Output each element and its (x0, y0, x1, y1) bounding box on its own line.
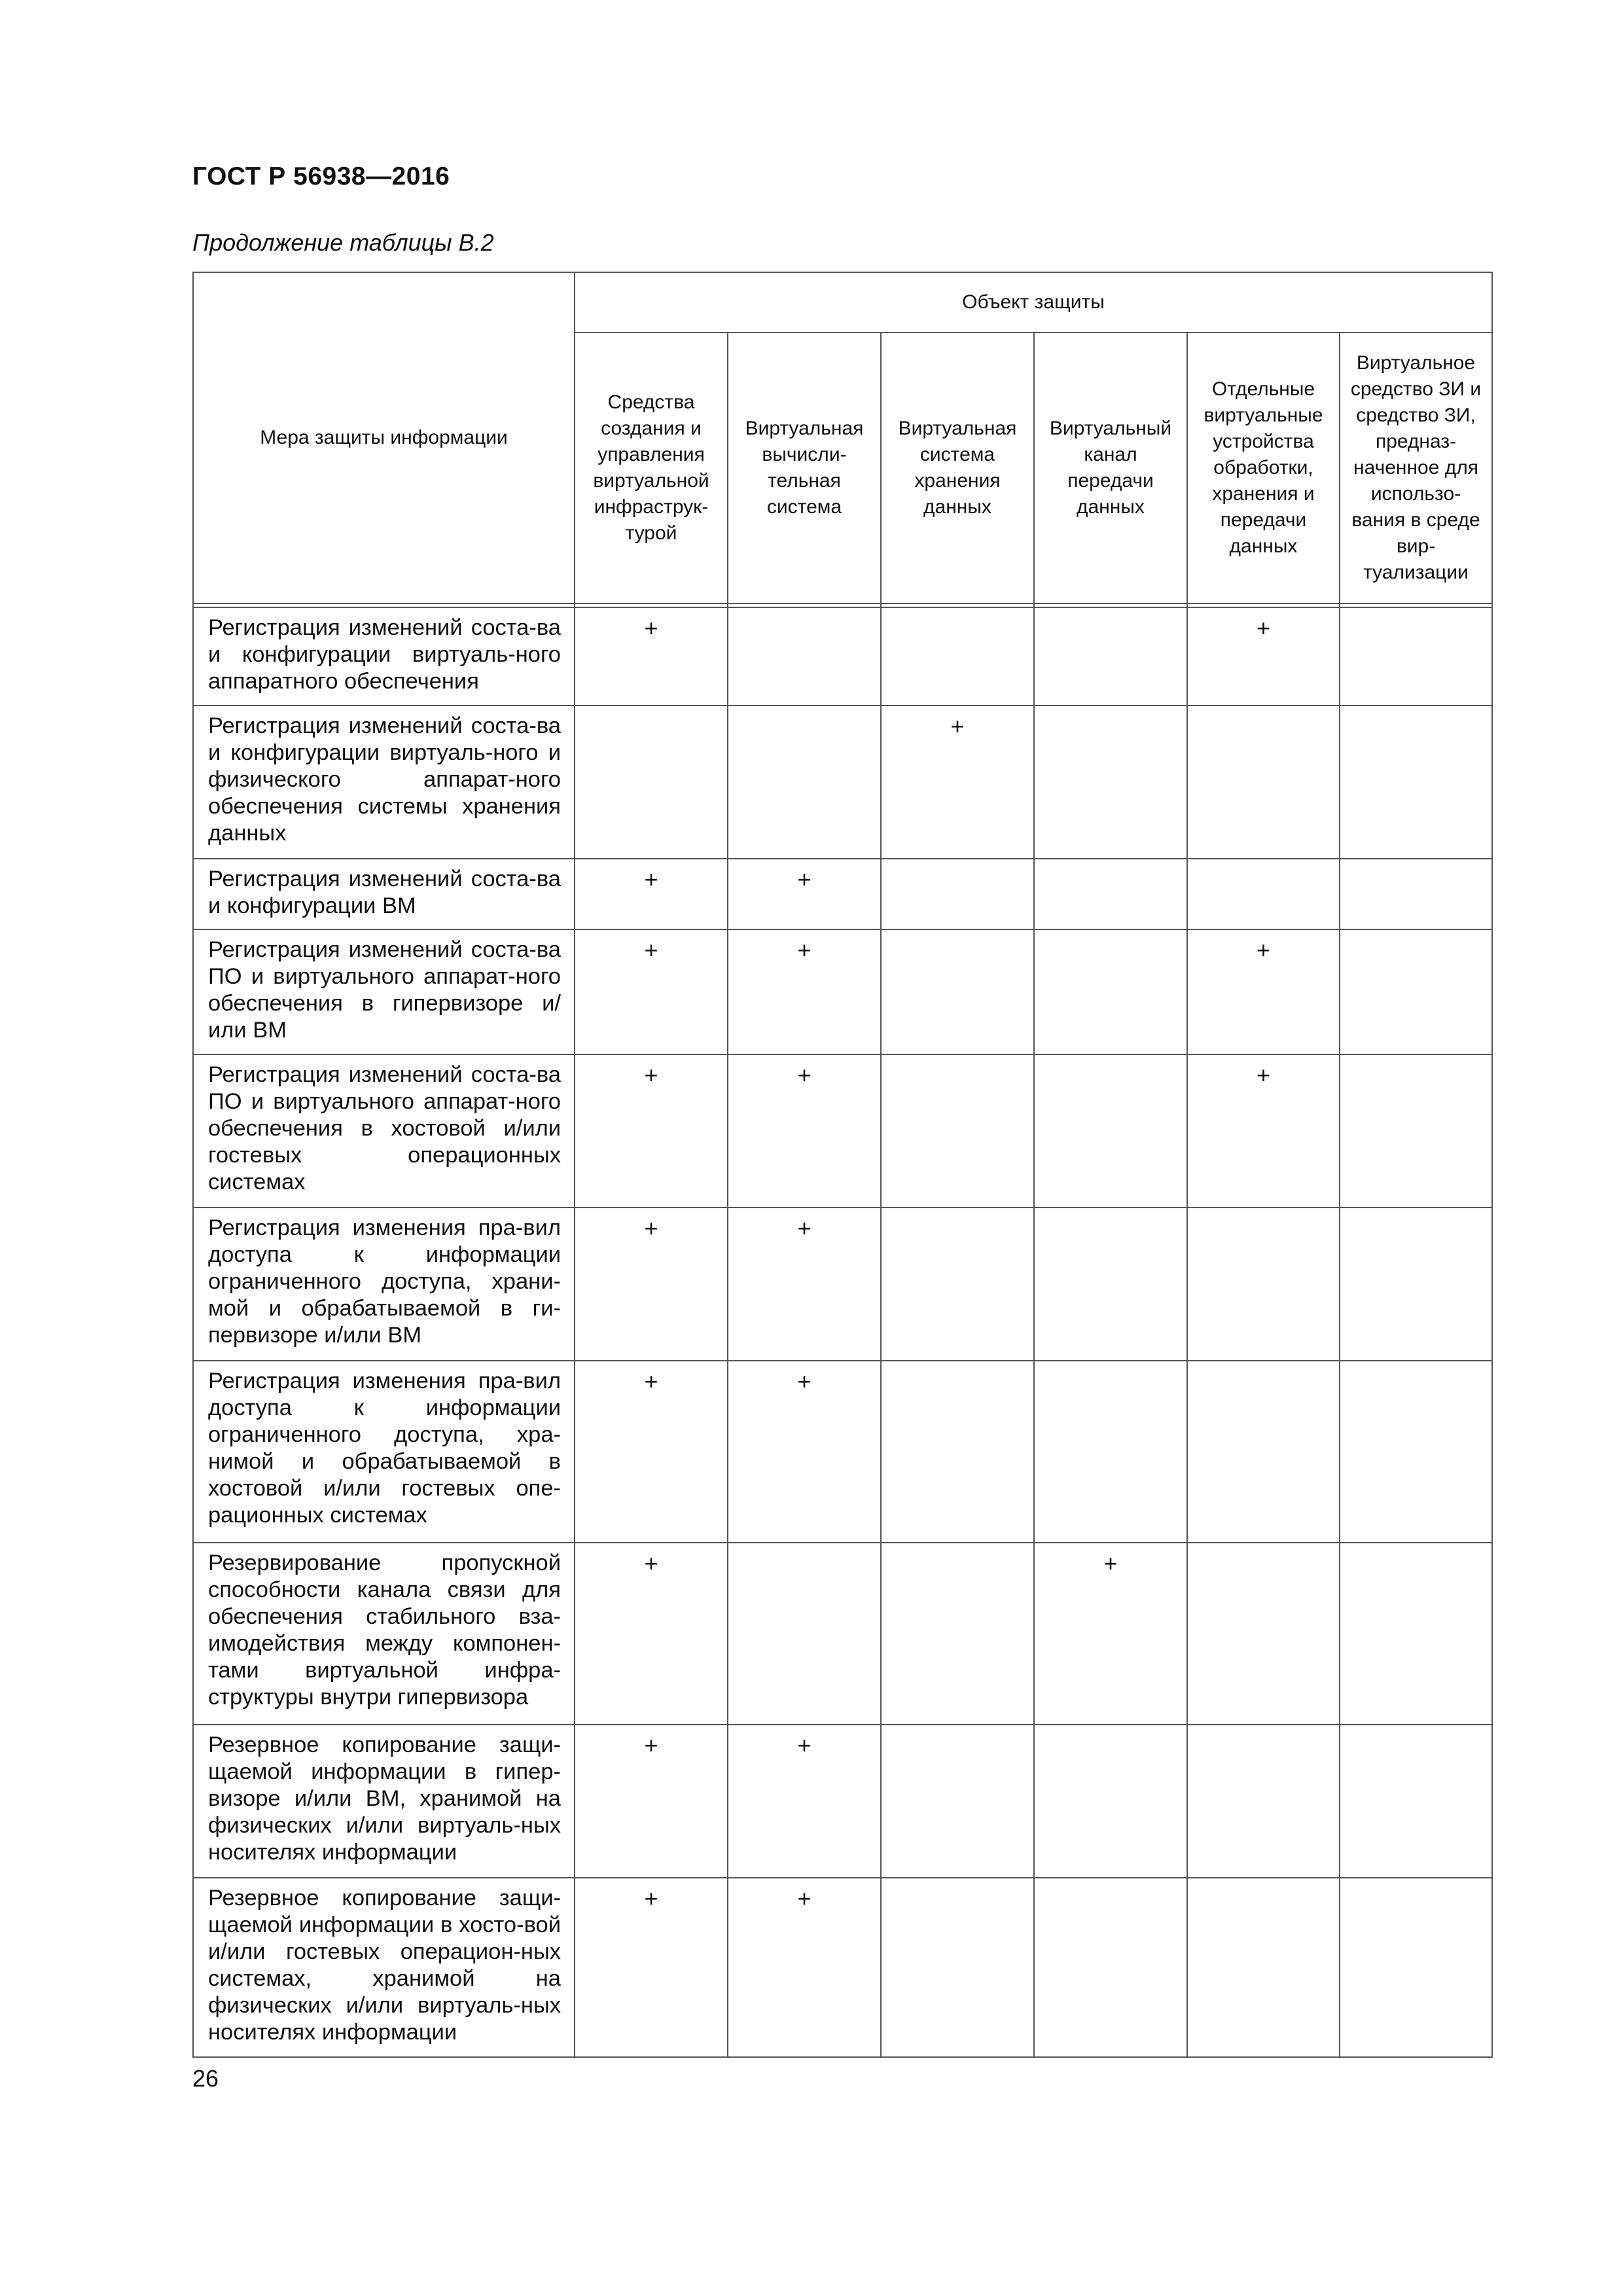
empty-mark-cell (1340, 1878, 1492, 2057)
empty-mark-cell (1187, 1208, 1340, 1361)
header-row-1 (193, 272, 1492, 332)
table-body (193, 603, 1492, 2057)
applies-mark-cell: + (575, 607, 728, 706)
applies-mark-cell: + (728, 929, 881, 1054)
applies-mark-cell: + (1187, 1054, 1340, 1208)
empty-mark-cell (1034, 1878, 1187, 2057)
empty-mark-cell (575, 706, 728, 859)
table-row (193, 1725, 1492, 1878)
protection-measures-table (192, 272, 1493, 2058)
measure-cell: Регистрация изменения пра-вил доступа к информации ограниченного доступа, хра-нимой и обрабатываемой в хостовой и/или гостевых опе-рационных системах (193, 1361, 575, 1543)
applies-mark-cell: + (1187, 607, 1340, 706)
column-header-virtual-storage-system: Виртуальная система хранения данных (881, 332, 1034, 603)
applies-mark-cell: + (575, 929, 728, 1054)
measure-cell: Резервное копирование защи-щаемой информации в хосто-вой и/или гостевых операцион-ных системах, хранимой на физических и/или виртуаль-ных носителях информации (193, 1878, 575, 2057)
measure-cell: Резервирование пропускной способности канала связи для обеспечения стабильного вза-имодействия между компонен-тами виртуальной инфра-структуры внутри гипервизора (193, 1543, 575, 1725)
empty-mark-cell (1340, 1543, 1492, 1725)
empty-mark-cell (1187, 859, 1340, 929)
applies-mark-cell: + (575, 1725, 728, 1878)
empty-mark-cell (728, 706, 881, 859)
applies-mark-cell: + (881, 706, 1034, 859)
empty-mark-cell (881, 1878, 1034, 2057)
empty-mark-cell (1340, 859, 1492, 929)
empty-mark-cell (1340, 1361, 1492, 1543)
applies-mark-cell: + (728, 1878, 881, 2057)
empty-mark-cell (1340, 607, 1492, 706)
measure-cell: Регистрация изменений соста-ва и конфигурации виртуаль-ного аппаратного обеспечения (193, 607, 575, 706)
applies-mark-cell: + (728, 1361, 881, 1543)
column-header-separate-virtual-devices: Отдельные виртуальные устройства обработки, хранения и передачи данных (1187, 332, 1340, 603)
applies-mark-cell: + (575, 1543, 728, 1725)
empty-mark-cell (881, 1054, 1034, 1208)
empty-mark-cell (881, 859, 1034, 929)
applies-mark-cell: + (1187, 929, 1340, 1054)
table-row (193, 929, 1492, 1054)
measure-cell: Регистрация изменений соста-ва ПО и виртуального аппарат-ного обеспечения в хостовой и/или гостевых операционных системах (193, 1054, 575, 1208)
empty-mark-cell (1340, 929, 1492, 1054)
empty-mark-cell (1034, 1361, 1187, 1543)
empty-mark-cell (881, 1725, 1034, 1878)
empty-mark-cell (1034, 1725, 1187, 1878)
empty-mark-cell (1034, 706, 1187, 859)
empty-mark-cell (1034, 1208, 1187, 1361)
table-row (193, 1543, 1492, 1725)
column-header-virtual-data-channel: Виртуальный канал передачи данных (1034, 332, 1187, 603)
empty-mark-cell (881, 607, 1034, 706)
column-header-management-tools: Средства создания и управления виртуальной инфраструк-турой (575, 332, 728, 603)
empty-mark-cell (1187, 1878, 1340, 2057)
measure-cell: Резервное копирование защи-щаемой информации в гипер-визоре и/или ВМ, хранимой на физических и/или виртуаль-ных носителях информации (193, 1725, 575, 1878)
applies-mark-cell: + (575, 1878, 728, 2057)
page-number: 26 (192, 2065, 219, 2092)
applies-mark-cell: + (728, 1208, 881, 1361)
measure-cell: Регистрация изменения пра-вил доступа к информации ограниченного доступа, храни-мой и обрабатываемой в ги-первизоре и/или ВМ (193, 1208, 575, 1361)
measure-cell: Регистрация изменений соста-ва и конфигурации ВМ (193, 859, 575, 929)
empty-mark-cell (1340, 1054, 1492, 1208)
empty-mark-cell (881, 1208, 1034, 1361)
applies-mark-cell: + (575, 1208, 728, 1361)
applies-mark-cell: + (728, 1054, 881, 1208)
table-row (193, 1361, 1492, 1543)
applies-mark-cell: + (728, 1725, 881, 1878)
empty-mark-cell (881, 1543, 1034, 1725)
empty-mark-cell (1187, 1361, 1340, 1543)
column-header-virtual-computing-system: Виртуальная вычисли-тельная система (728, 332, 881, 603)
empty-mark-cell (1340, 706, 1492, 859)
object-group-header: Объект защиты (575, 272, 1492, 332)
table-row (193, 706, 1492, 859)
table-row (193, 1054, 1492, 1208)
empty-mark-cell (1034, 929, 1187, 1054)
applies-mark-cell: + (728, 859, 881, 929)
empty-mark-cell (1034, 859, 1187, 929)
applies-mark-cell: + (575, 859, 728, 929)
measure-cell: Регистрация изменений соста-ва и конфигурации виртуаль-ного и физического аппарат-ного обеспечения системы хранения данных (193, 706, 575, 859)
empty-mark-cell (1034, 607, 1187, 706)
applies-mark-cell: + (575, 1361, 728, 1543)
measure-cell: Регистрация изменений соста-ва ПО и виртуального аппарат-ного обеспечения в гипервизоре и/или ВМ (193, 929, 575, 1054)
empty-mark-cell (1187, 1725, 1340, 1878)
table-caption: Продолжение таблицы В.2 (192, 229, 494, 256)
empty-mark-cell (1034, 1054, 1187, 1208)
empty-mark-cell (881, 929, 1034, 1054)
empty-mark-cell (1340, 1725, 1492, 1878)
empty-mark-cell (1340, 1208, 1492, 1361)
table-row (193, 1208, 1492, 1361)
applies-mark-cell: + (575, 1054, 728, 1208)
applies-mark-cell: + (1034, 1543, 1187, 1725)
table-row (193, 859, 1492, 929)
empty-mark-cell (1187, 1543, 1340, 1725)
table-row (193, 1878, 1492, 2057)
empty-mark-cell (728, 607, 881, 706)
empty-mark-cell (728, 1543, 881, 1725)
table-row (193, 607, 1492, 706)
empty-mark-cell (881, 1361, 1034, 1543)
empty-mark-cell (1187, 706, 1340, 859)
column-header-virtual-security-tool: Виртуальное средство ЗИ и средство ЗИ, предназ-наченное для использо-вания в среде вир-туализации (1340, 332, 1492, 603)
measure-column-header: Мера защиты информации (193, 272, 575, 603)
document-code: ГОСТ Р 56938—2016 (192, 162, 450, 190)
